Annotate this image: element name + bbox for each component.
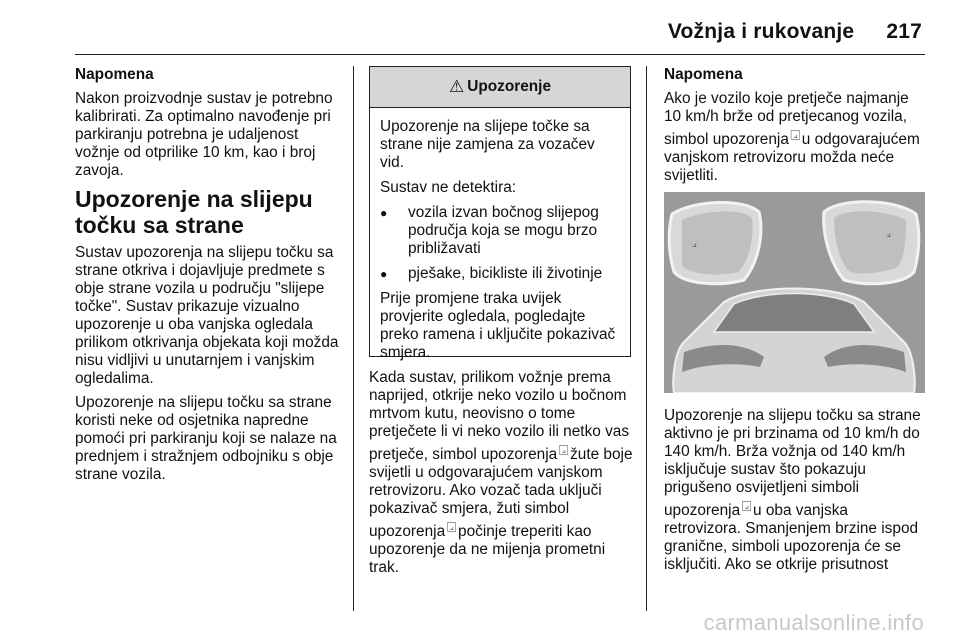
section-heading: Upozorenje na slijepu točku sa strane	[75, 186, 313, 238]
warning-body	[370, 108, 630, 362]
column-1	[75, 66, 343, 490]
page-number: 217	[886, 20, 922, 43]
warning-title: Upozorenje	[467, 78, 552, 95]
warning-triangle-icon: ⚠	[448, 77, 465, 96]
note-title: Napomena	[664, 66, 743, 83]
section-title: Vožnja i rukovanje	[667, 20, 855, 43]
blind-spot-icon: ⟓⃞	[449, 522, 454, 533]
blind-spot-icon: ⟓	[692, 239, 697, 250]
paragraph: Upozorenje na slijepu točku sa strane koristi neke od osjetnika napredne pomoći pri parkiranju koji se nalaze na prednjem i stražnjem odbojniku s obje strane vozila.	[75, 394, 337, 483]
warning-list	[380, 204, 620, 283]
blind-spot-icon: ⟓⃞	[744, 501, 749, 511]
blind-spot-icon: ⟓⃞	[793, 130, 798, 140]
warning-paragraph: Prije promjene traka uvijek provjerite ogledala, pogledajte preko ramena i uključite pokazivač smjera.	[380, 290, 616, 361]
paragraph: Kada sustav, prilikom vožnje prema naprijed, otkrije neko vozilo u bočnom mrtvom kutu, neovisno o tome pretječete li vi neko vozilo ili netko vas pretječe, simbol upozorenja ⟓⃞ žute boje svijetli u odgovarajućem vanjskom retrovizoru. Ako vozač tada uključi pokazivač smjera, žuti simbol upozorenja ⟓⃞ počinje treperiti kao upozorenje da ne mijenja prometni trak.	[369, 369, 633, 577]
column-3-note	[664, 66, 928, 191]
column-divider-2	[646, 66, 647, 611]
blind-spot-icon: ⟓	[886, 229, 891, 240]
warning-box	[369, 66, 631, 361]
page-header	[668, 20, 922, 44]
paragraph: Upozorenje na slijepu točku sa strane aktivno je pri brzinama od 10 km/h do 140 km/h. Brža vožnja od 140 km/h isključuje sustav što pokazuju prigušeno osvijetljeni simboli upozorenja ⟓⃞ u oba vanjska retrovizora. Smanjenjem brzine ispod granične, simboli upozorenja će se isključiti. Ako se otkrije prisutnost	[664, 407, 921, 574]
column-2-text	[369, 369, 637, 583]
warning-paragraph: Sustav ne detektira:	[380, 179, 517, 196]
note-title: Napomena	[75, 66, 154, 83]
blind-spot-icon: ⟓⃞	[561, 445, 566, 455]
right-mirror-glass	[834, 211, 906, 273]
note-text: Ako je vozilo koje pretječe najmanje 10 km/h brže od pretjecanog vozila, simbol upozorenja ⟓⃞ u odgovarajućem vanjskom retrovizoru možda neće svijetliti.	[664, 90, 920, 185]
paragraph: Sustav upozorenja na slijepu točku sa strane otkriva i dojavljuje predmete s obje strane vozila u području "slijepe točke". Sustav prikazuje vizualno upozorenje u oba vanjska ogledala prilikom otkrivanja objekata koji možda nisu vidljivi u unutarnjem i vanjskim ogledalima.	[75, 244, 339, 387]
column-3-text	[664, 407, 928, 580]
list-item: ● pješake, bicikliste ili životinje	[380, 265, 620, 283]
header-rule	[75, 54, 925, 55]
warning-paragraph: Upozorenje na slijepe točke sa strane nije zamjena za vozačev vid.	[380, 118, 595, 171]
list-item: ● vozila izvan bočnog slijepog područja koja se mogu brzo približavati	[380, 204, 620, 258]
note-text: Nakon proizvodnje sustav je potrebno kalibrirati. Za optimalno navođenje pri parkiranju potrebna je udaljenost vožnje od otprilike 10 km, kao i broj zavoja.	[75, 90, 333, 179]
column-divider-1	[353, 66, 354, 611]
mirror-car-illustration	[664, 192, 925, 393]
watermark: carmanualsonline.info	[703, 610, 924, 635]
warning-header	[370, 67, 630, 108]
